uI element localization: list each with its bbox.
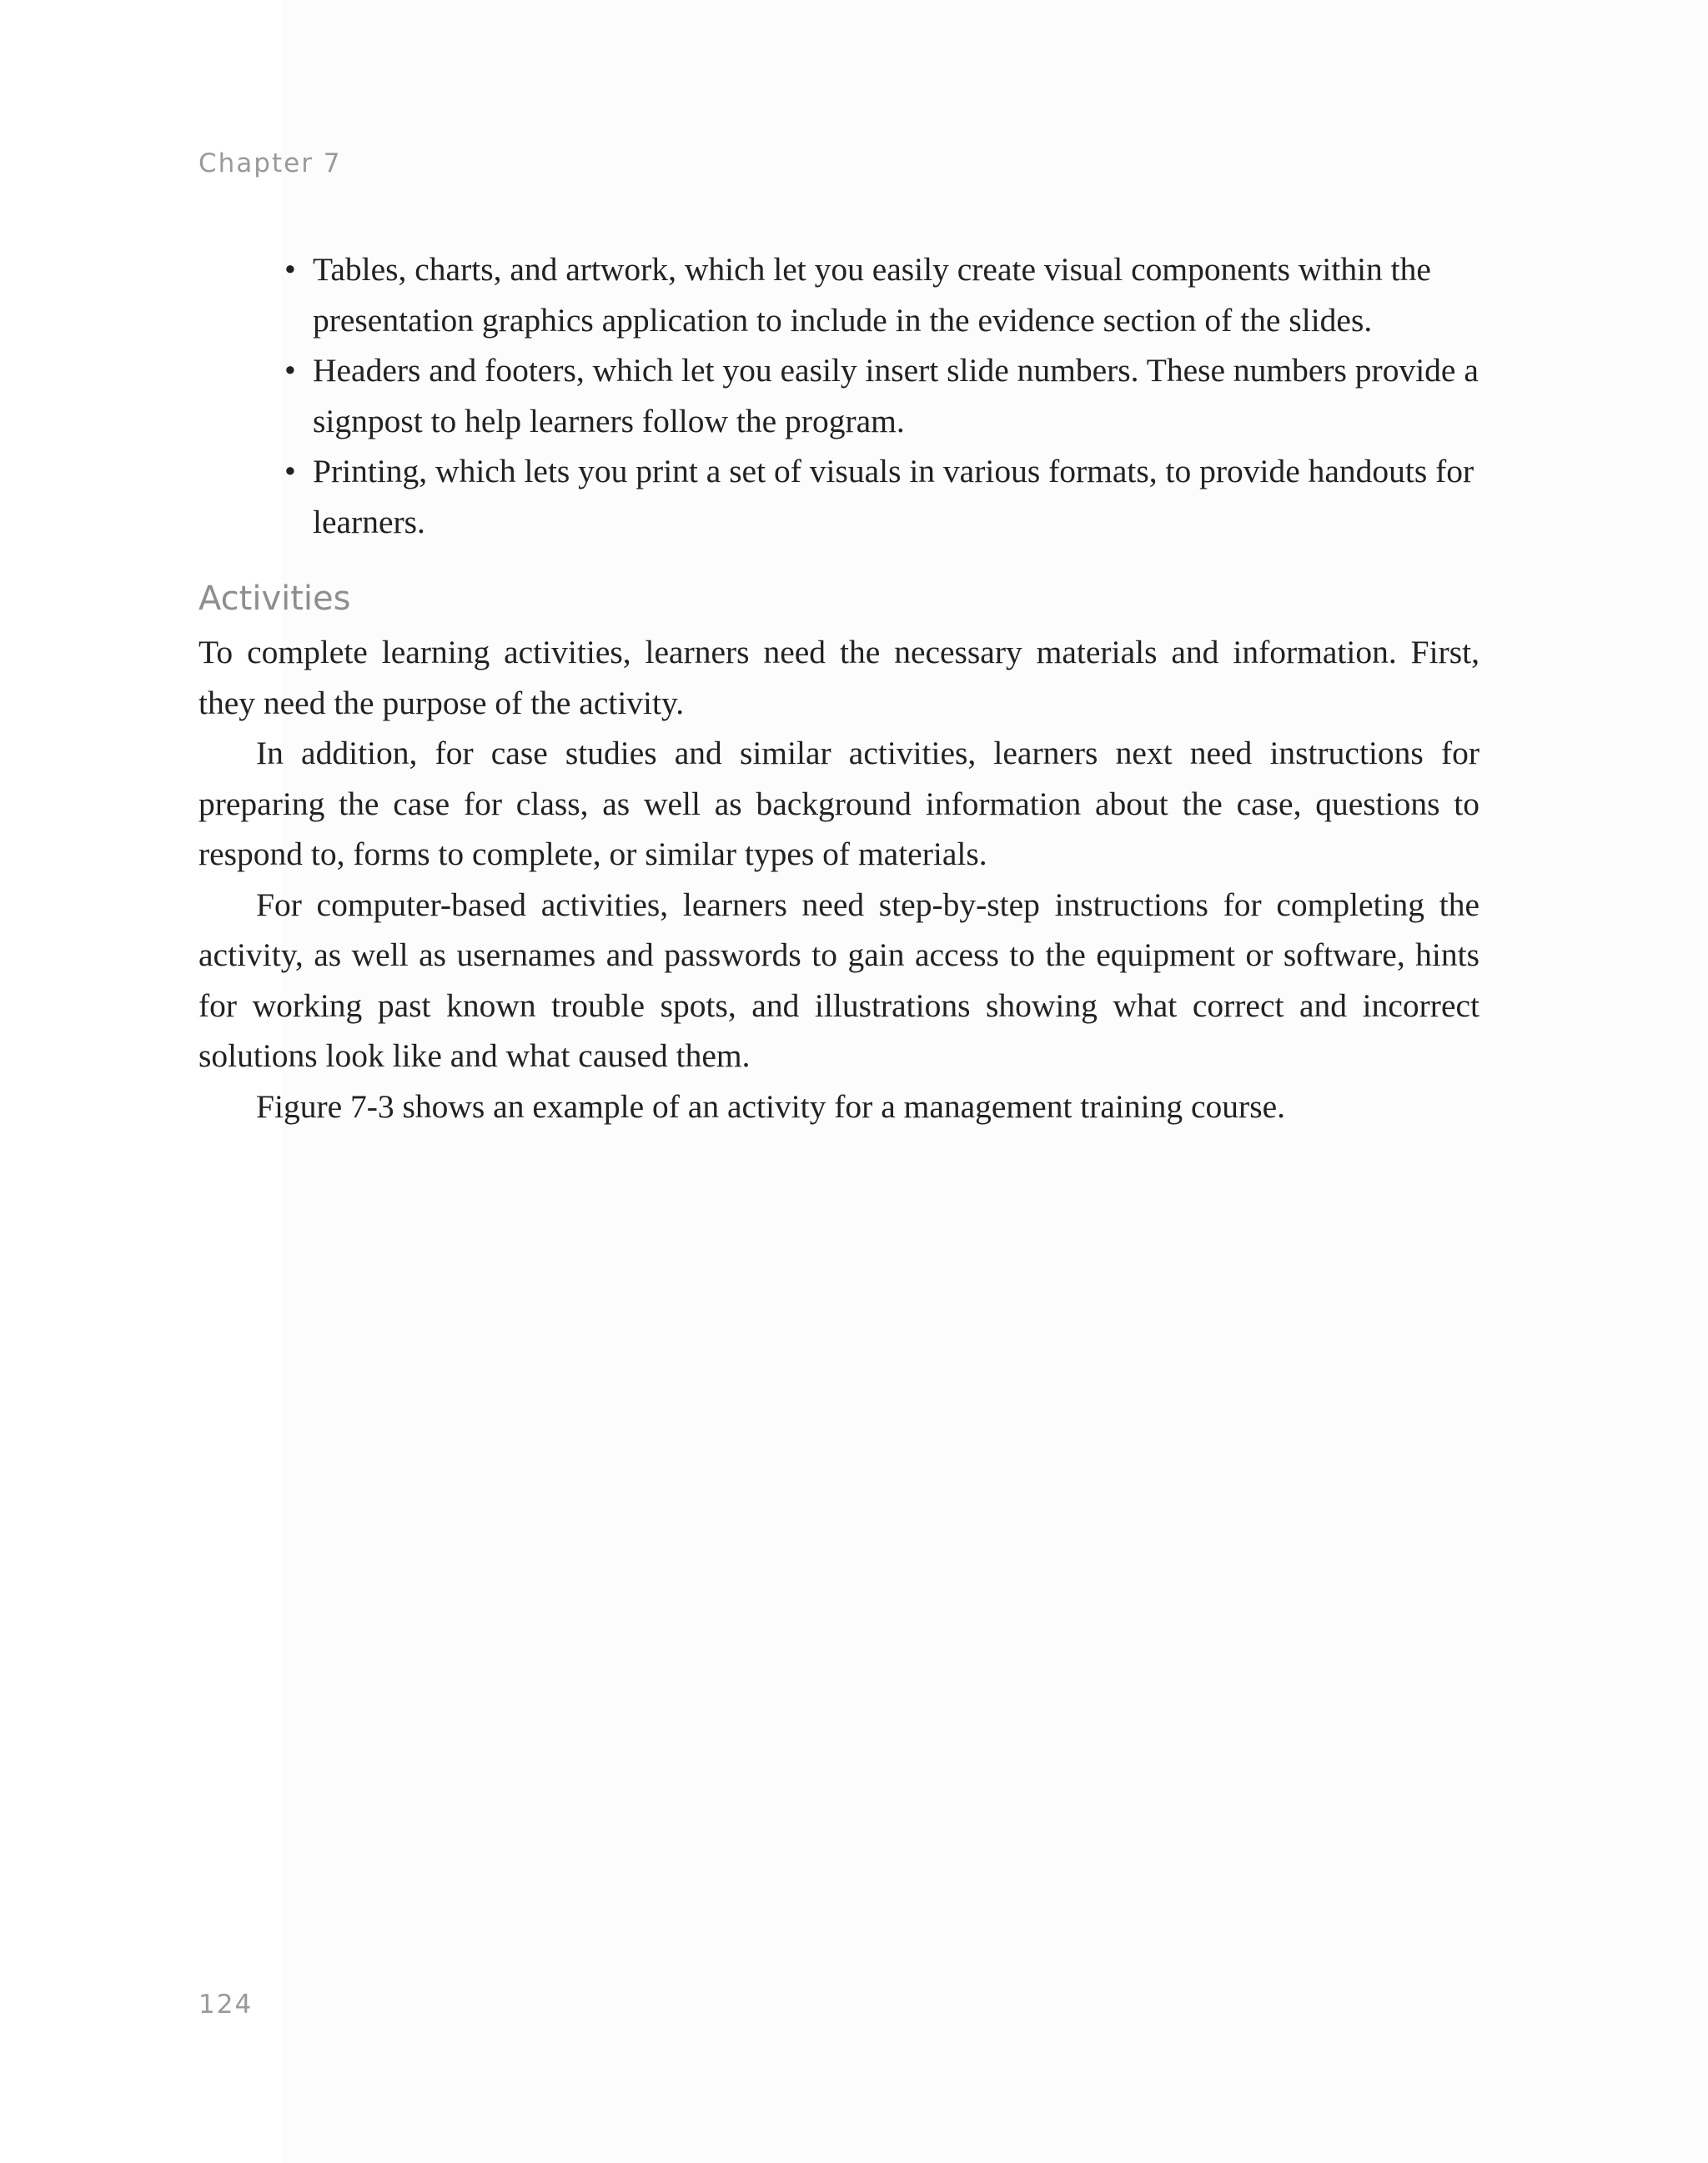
paragraph: To complete learning activities, learners need the necessary materials and information. First, they need the purpose of the activity. bbox=[198, 634, 1479, 721]
bullet-list bbox=[284, 244, 1489, 547]
bullet-item bbox=[284, 446, 1489, 547]
paragraph: Figure 7-3 shows an example of an activity for a management training course. bbox=[256, 1087, 1285, 1125]
bullet-item bbox=[284, 244, 1489, 345]
bullet-icon: • bbox=[284, 453, 296, 489]
running-head: Chapter 7 bbox=[198, 148, 342, 178]
bullet-item bbox=[284, 345, 1489, 446]
bullet-text: Headers and footers, which let you easily insert slide numbers. These numbers provide a signpost to help learners follow the program. bbox=[313, 352, 1479, 439]
paragraph: In addition, for case studies and similar activities, learners next need instructions for preparing the case for class, as well as background information about the case, questions to respond to, forms to complete, or similar types of materials. bbox=[198, 735, 1479, 872]
page-number: 124 bbox=[198, 1990, 254, 2020]
section-body bbox=[198, 627, 1479, 1132]
bullet-text: Tables, charts, and artwork, which let you easily create visual components within the presentation graphics application to include in the evidence section of the slides. bbox=[313, 251, 1431, 339]
section-heading: Activities bbox=[198, 580, 351, 618]
paragraph: For computer-based activities, learners need step-by-step instructions for completing the activity, as well as usernames and passwords to gain access to the equipment or software, hints for working past known trouble spots, and illustrations showing what correct and incorrect solutions look like and what caused them. bbox=[198, 886, 1479, 1074]
bullet-icon: • bbox=[284, 251, 296, 288]
bullet-icon: • bbox=[284, 352, 296, 389]
bullet-text: Printing, which lets you print a set of visuals in various formats, to provide handouts for learners. bbox=[313, 453, 1474, 540]
